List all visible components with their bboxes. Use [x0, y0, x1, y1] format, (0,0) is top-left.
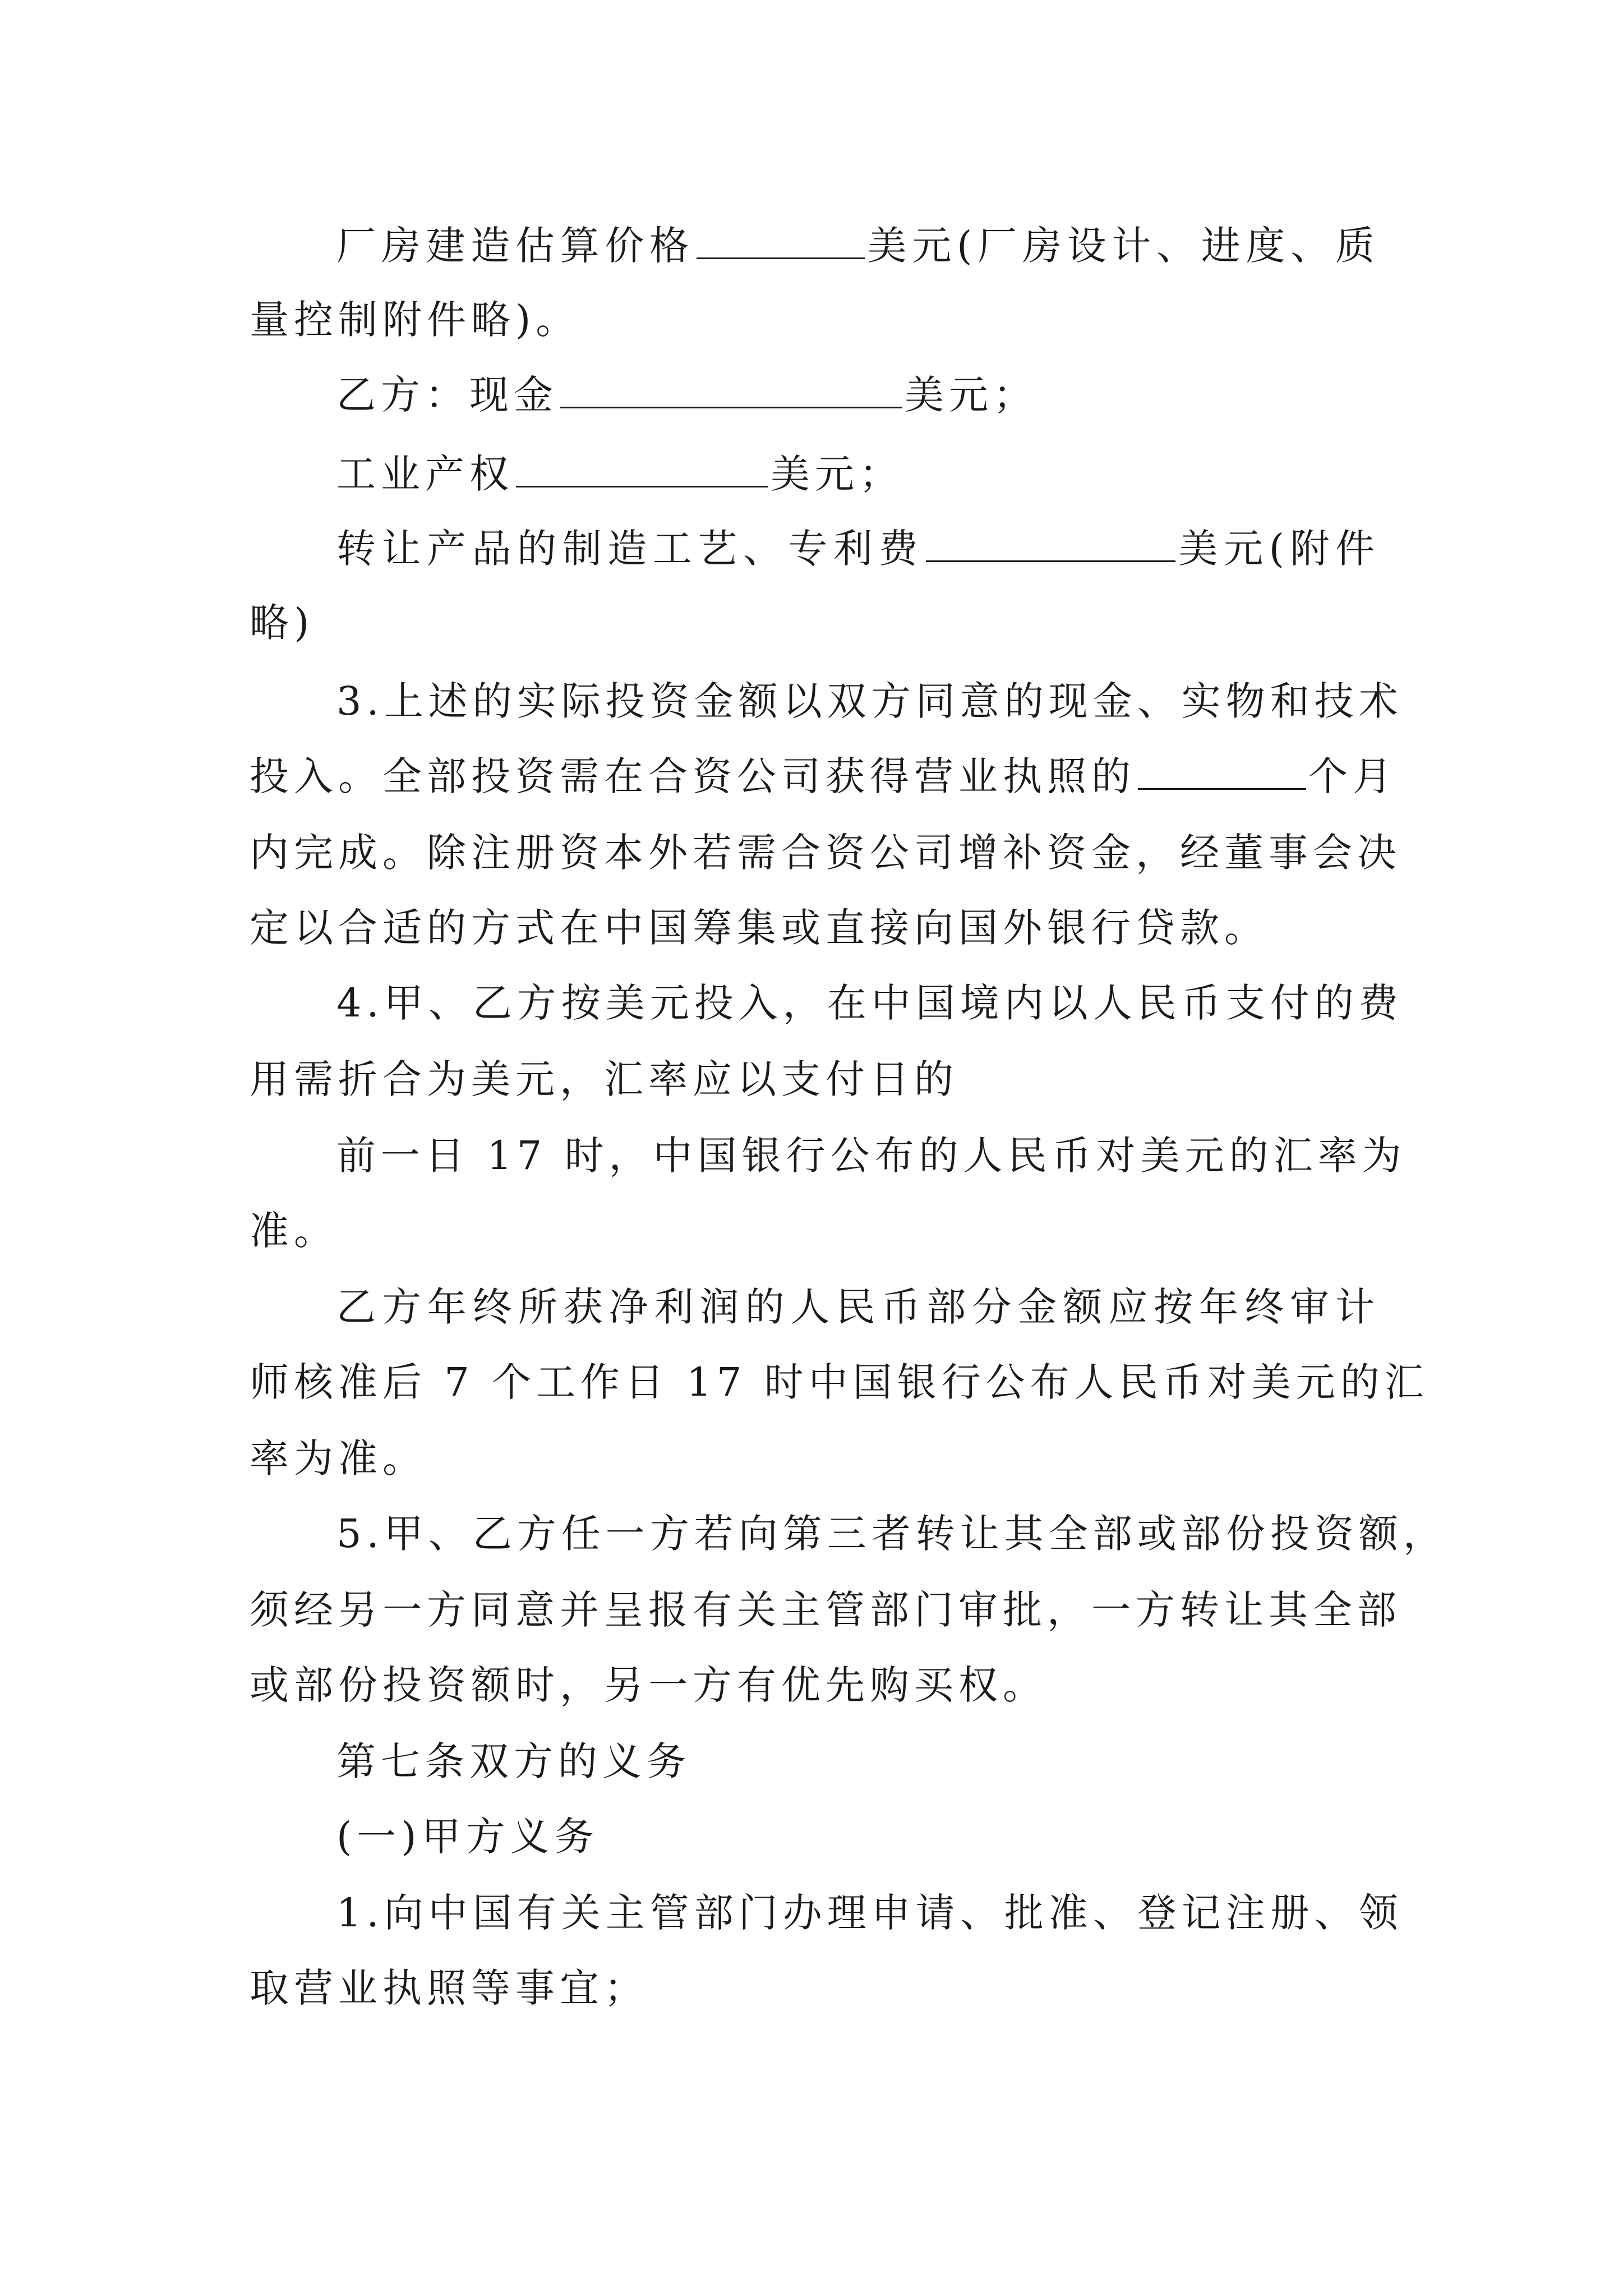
text-line-item-3: 3.上述的实际投资金额以双方同意的现金、实物和技术 — [336, 678, 1403, 724]
text-line-item-5: 5.甲、乙方任一方若向第三者转让其全部或部份投资额， — [336, 1511, 1447, 1557]
text-line: 乙方年终所获净利润的人民币部分金额应按年终审计 — [336, 1284, 1380, 1330]
text-segment: 美元； — [771, 451, 903, 497]
text-line: 率为准。 — [250, 1435, 427, 1481]
text-line: 内完成。除注册资本外若需合资公司增补资金，经董事会决 — [250, 830, 1401, 876]
fill-in-blank — [926, 522, 1175, 562]
fill-in-blank — [516, 448, 768, 487]
text-line-item-4: 4.甲、乙方按美元投入，在中国境内以人民币支付的费 — [336, 980, 1403, 1026]
text-line: 略) — [250, 600, 315, 646]
text-segment: 转让产品的制造工艺、专利费 — [336, 526, 924, 572]
subsection-heading-party-a-duties: (一)甲方义务 — [336, 1814, 599, 1860]
text-segment: 厂房建造估算价格 — [336, 223, 694, 269]
text-segment: 美元(厂房设计、进度、质 — [866, 223, 1380, 269]
text-line-duty-1: 1.向中国有关主管部门办理申请、批准、登记注册、领 — [336, 1890, 1403, 1936]
text-line-factory-cost — [336, 218, 1380, 274]
text-line: 取营业执照等事宜； — [250, 1965, 648, 2011]
text-line-cash — [336, 367, 1380, 423]
text-line: 师核准后 7 个工作日 17 时中国银行公布人民币对美元的汇 — [250, 1359, 1429, 1405]
text-segment: 个月 — [1308, 753, 1397, 799]
text-segment: 美元(附件 — [1178, 526, 1380, 572]
text-line: 量控制附件略)。 — [250, 297, 580, 343]
fill-in-blank — [560, 369, 902, 408]
text-line: 用需折合为美元，汇率应以支付日的 — [250, 1056, 958, 1102]
text-line-investment-period — [250, 748, 1397, 804]
text-line-patent-fee — [336, 521, 1380, 577]
text-line-industrial-property — [336, 446, 1380, 502]
text-segment: 乙方：现金 — [336, 372, 558, 418]
text-line: 准。 — [250, 1208, 338, 1254]
text-line: 或部份投资额时，另一方有优先购买权。 — [250, 1662, 1047, 1708]
fill-in-blank — [1138, 750, 1306, 790]
text-segment: 工业产权 — [336, 451, 514, 497]
fill-in-blank — [697, 219, 865, 259]
text-segment: 美元； — [905, 372, 1038, 418]
text-line: 定以合适的方式在中国筹集或直接向国外银行贷款。 — [250, 905, 1269, 951]
text-line: 须经另一方同意并呈报有关主管部门审批，一方转让其全部 — [250, 1587, 1401, 1633]
section-heading-article-7: 第七条双方的义务 — [336, 1738, 691, 1784]
text-line: 前一日 17 时，中国银行公布的人民币对美元的汇率为 — [336, 1133, 1407, 1179]
text-segment: 投入。全部投资需在合资公司获得营业执照的 — [250, 753, 1136, 799]
